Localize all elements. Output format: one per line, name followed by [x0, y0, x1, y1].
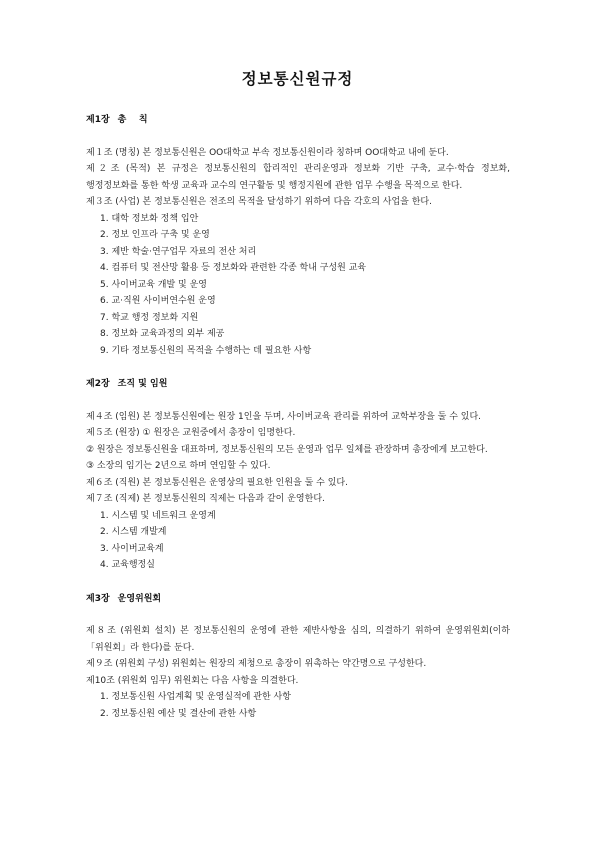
chapter-heading — [86, 376, 510, 393]
chapter-heading — [86, 112, 510, 129]
article-paragraph: 제４조 (임원) 본 정보통신원에는 원장 1인을 두며, 사이버교육 관리를 위하여 교학부장을 둘 수 있다. — [86, 411, 482, 422]
article-paragraph: 제10조 (위원회 임무) 위원회는 다음 사항을 의결한다. — [86, 675, 299, 686]
list-item: 7. 학교 행정 정보화 지원 — [100, 312, 199, 323]
chapter-name: 운영위원회 — [117, 593, 162, 604]
chapter-heading — [86, 591, 510, 608]
article-paragraph: 제５조 (원장) ① 원장은 교원중에서 총장이 임명한다. — [86, 428, 296, 438]
list-item: 1. 시스템 및 네트워크 운영계 — [100, 510, 216, 521]
list-item: 2. 정보 인프라 구축 및 운영 — [100, 230, 210, 240]
list-item: 8. 정보화 교육과정의 외부 제공 — [100, 329, 225, 339]
article-paragraph: ③ 소장의 임기는 2년으로 하며 연임할 수 있다. — [86, 461, 271, 471]
list-item: 3. 제반 학술·연구업무 자료의 전산 처리 — [100, 246, 257, 257]
article-paragraph: 제３조 (사업) 본 정보통신원은 전조의 목적을 달성하기 위하여 다음 각호의 사업을 한다. — [86, 197, 432, 207]
chapter-name: 총 칙 — [117, 115, 148, 125]
article-paragraph: 제７조 (직제) 본 정보통신원의 직제는 다음과 같이 운영한다. — [86, 494, 325, 504]
article-paragraph: 제２조 (목적) 본 규정은 정보통신원의 합리적인 관리운영과 정보화 기반 구축, 교수·학습 정보화, 행정정보화를 통한 학생 교육과 교수의 연구활동 및 행정지원에 관한 업무 수행을 목적으로 한다. — [86, 164, 510, 191]
article-paragraph: 제８조 (위원회 설치) 본 정보통신원의 운영에 관한 제반사항을 심의, 의결하기 위하여 운영위원회(이하 「위원회」라 한다)를 둔다. — [86, 626, 510, 653]
chapter-number: 제1장 — [86, 115, 110, 125]
article-paragraph: ② 원장은 정보통신원을 대표하며, 정보통신원의 모든 운영과 업무 일체를 관장하며 총장에게 보고한다. — [86, 444, 488, 455]
list-item: 4. 교육행정실 — [100, 560, 155, 570]
list-item: 4. 컴퓨터 및 전산망 활용 등 정보화와 관련한 각종 학내 구성원 교육 — [100, 263, 367, 273]
article-paragraph: 제９조 (위원회 구성) 위원회는 원장의 제청으로 총장이 위촉하는 약간명으로 구성한다. — [86, 659, 427, 669]
chapter-number: 제3장 — [86, 593, 110, 604]
list-item: 2. 정보통신원 예산 및 결산에 관한 사항 — [100, 708, 257, 719]
document-title: 정보통신원규정 — [241, 70, 354, 88]
list-item: 5. 사이버교육 개발 및 운영 — [100, 279, 207, 290]
list-item: 9. 기타 정보통신원의 목적을 수행하는 데 필요한 사항 — [100, 345, 312, 356]
list-item: 3. 사이버교육계 — [100, 543, 164, 554]
document-body — [86, 112, 510, 722]
chapter-name: 조직 및 임원 — [117, 379, 168, 389]
list-item: 2. 시스템 개발계 — [100, 527, 167, 537]
list-item: 1. 정보통신원 사업계획 및 운영실적에 관한 사항 — [100, 692, 291, 702]
article-paragraph: 제６조 (직원) 본 정보통신원은 운영상의 필요한 인원을 둘 수 있다. — [86, 477, 348, 488]
list-item: 1. 대학 정보화 정책 입안 — [100, 213, 199, 224]
chapter-number: 제2장 — [86, 379, 110, 389]
article-paragraph: 제１조 (명칭) 본 정보통신원은 OO대학교 부속 정보통신원이라 칭하며 OO대학교 내에 둔다. — [86, 147, 449, 158]
list-item: 6. 교·직원 사이버연수원 운영 — [100, 296, 216, 306]
